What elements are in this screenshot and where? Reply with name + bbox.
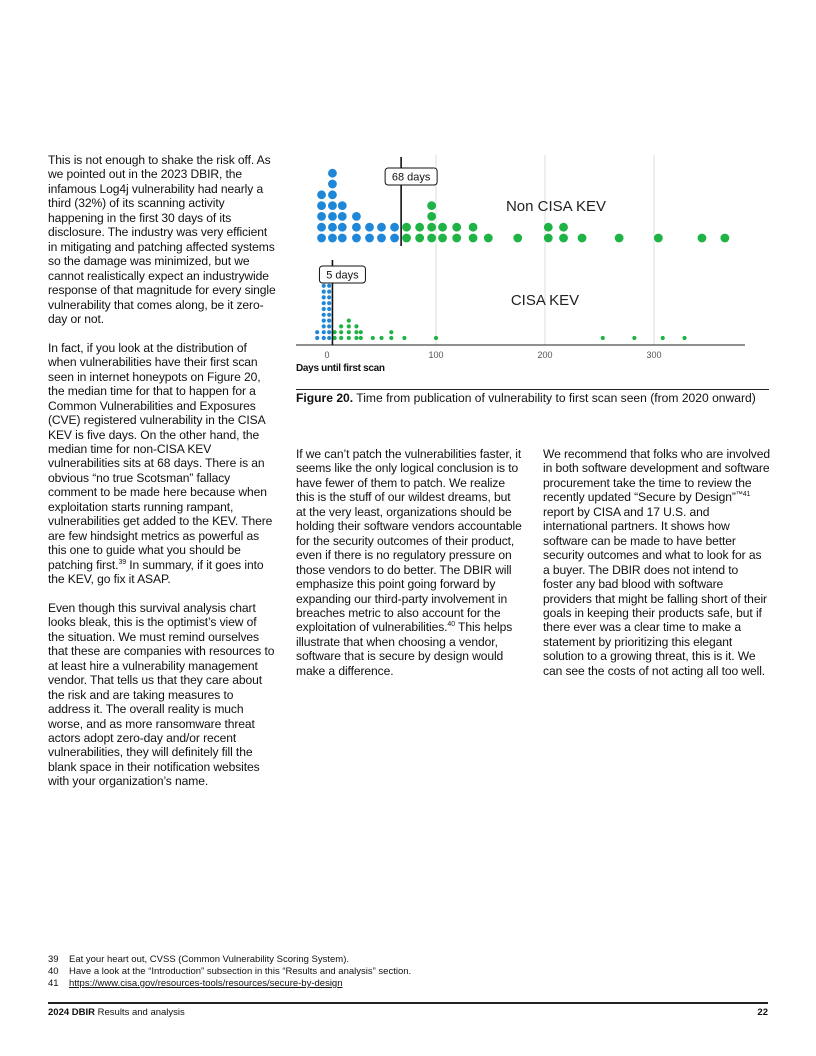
data-point (322, 313, 326, 317)
data-point (377, 223, 386, 232)
data-point (317, 223, 326, 232)
data-point (339, 336, 343, 340)
data-point (322, 330, 326, 334)
data-point (327, 284, 331, 288)
data-point (601, 336, 605, 340)
text: In fact, if you look at the distribution of when vulnerabilities have their first scan seen in internet honeypots on Figure 20, the median time for that to happen for a Common Vulnerabilities and Exposures (CVE) registered vulnerability in the CISA KEV is five days. On the other hand, the median time for non-CISA KEV vulnerabilities sits at 68 days. There is an obvious “no true Scotsman” fallacy comment to be made here because when exploitation starts running rampant, vulnerabilities get added to the KEV. There are few hindsight metrics as powerful as this one to guide what you should be patching first. (48, 340, 273, 572)
text: report by CISA and 17 U.S. and international partners. It shows how software can be made to have better security outcomes and what to look for as a buyer. The DBIR does not intend to foster any bad blood with software providers that might be falling short of their goals in keeping their products safe, but if there ever was a clear time to make a statement by prioritizing this elegant solution to a growing threat, this is it. We can see the costs of not acting all too well. (543, 504, 767, 678)
footnote-link[interactable]: https://www.cisa.gov/resources-tools/resources/secure-by-design (69, 978, 343, 989)
data-point (352, 223, 361, 232)
data-point (559, 234, 568, 243)
data-point (352, 212, 361, 221)
data-point (338, 223, 347, 232)
data-point (379, 336, 383, 340)
data-point (327, 301, 331, 305)
dot-plot-chart (0, 0, 816, 380)
text: If we can’t patch the vulnerabilities faster, it seems like the only logical conclusion is to have fewer of them to patch. We realize this is the stuff of our wildest dreams, but at the very least, organizations should be holding their software vendors accountable for the security outcomes of their product, even if there is no regulatory pressure on those vendors to do better. The DBIR will emphasize this point going forward by expanding our third-party involvement in breaches metric to also account for the exploitation of vulnerabilities. (296, 447, 522, 635)
data-point (327, 290, 331, 294)
data-point (322, 307, 326, 311)
data-point (632, 336, 636, 340)
data-point (347, 336, 351, 340)
data-point (328, 190, 337, 199)
data-point (559, 223, 568, 232)
data-point (327, 319, 331, 323)
data-point (365, 234, 374, 243)
text: We recommend that folks who are involved in both software development and software procurement take the time to review the recently updated “Secure by Design” (543, 447, 771, 505)
panel-label: CISA KEV (510, 292, 580, 309)
footnote-number: 40 (48, 966, 59, 977)
section-name: Results and analysis (95, 1007, 185, 1018)
data-point (427, 223, 436, 232)
footnote (48, 978, 343, 990)
data-point (339, 330, 343, 334)
data-point (322, 295, 326, 299)
data-point (315, 336, 319, 340)
text: This helps illustrate that when choosing a vendor, software that is secure by design would make a difference. (296, 620, 513, 678)
footnote-number: 41 (48, 978, 59, 989)
data-point (452, 223, 461, 232)
data-point (317, 212, 326, 221)
data-point (377, 234, 386, 243)
data-point (578, 234, 587, 243)
data-point (427, 212, 436, 221)
data-point (327, 295, 331, 299)
footnote (48, 966, 411, 978)
figure-caption (296, 391, 766, 405)
footer-title (48, 1007, 185, 1018)
x-tick-label: 300 (646, 350, 662, 360)
data-point (359, 330, 363, 334)
data-point (354, 336, 358, 340)
data-point (469, 234, 478, 243)
data-point (452, 234, 461, 243)
data-point (438, 223, 447, 232)
x-tick-label: 0 (324, 350, 330, 360)
data-point (322, 319, 326, 323)
data-point (328, 212, 337, 221)
data-point (427, 201, 436, 210)
caption-rule (296, 389, 769, 390)
data-point (322, 284, 326, 288)
data-point (327, 307, 331, 311)
data-point (354, 324, 358, 328)
data-point (390, 223, 399, 232)
data-point (359, 336, 363, 340)
data-point (338, 234, 347, 243)
data-point (682, 336, 686, 340)
report-name: 2024 DBIR (48, 1007, 95, 1018)
data-point (317, 201, 326, 210)
data-point (347, 330, 351, 334)
data-point (338, 201, 347, 210)
x-tick-label: 100 (428, 350, 444, 360)
data-point (347, 324, 351, 328)
footnote-text: Have a look at the “Introduction” subsection in this “Results and analysis” section. (69, 966, 412, 977)
data-point (389, 336, 393, 340)
data-point (661, 336, 665, 340)
data-point (322, 301, 326, 305)
data-point (438, 234, 447, 243)
right-column (543, 447, 771, 693)
data-point (317, 190, 326, 199)
data-point (654, 234, 663, 243)
data-point (352, 234, 361, 243)
paragraph: Even though this survival analysis chart looks bleak, this is the optimist’s view of the situation. We must remind ourselves that these are companies with resources to at least hire a vulnerability management vendor. That tells us that they care about the risk and are taking measures to address it. The overall reality is much worse, and as more ransomware threat actors adopt zero-day and/or recent vulnerabilities, they will definitely fill the blank space in their notification websites with your organization’s name. (48, 600, 275, 789)
data-point (371, 336, 375, 340)
data-point (322, 336, 326, 340)
median-label: 5 days (326, 269, 359, 282)
data-point (402, 336, 406, 340)
footnote-ref: 39 (118, 558, 127, 566)
data-point (328, 234, 337, 243)
data-point (415, 234, 424, 243)
data-point (720, 234, 729, 243)
data-point (513, 234, 522, 243)
paragraph (543, 447, 771, 678)
data-point (317, 234, 326, 243)
data-point (322, 324, 326, 328)
data-point (338, 212, 347, 221)
data-point (327, 324, 331, 328)
data-point (434, 336, 438, 340)
paragraph: This is not enough to shake the risk off. As we pointed out in the 2023 DBIR, the infamous Log4j vulnerability had nearly a third (32%) of its scanning activity happening in the first 30 days of its disclosure. The industry was very efficient in mitigating and patching affected systems so the damage was minimized, but we cannot realistically expect an industrywide response of that magnitude for every single vulnerability that comes along, be it zero-day or not. (48, 153, 276, 326)
x-tick-label: 200 (537, 350, 553, 360)
figure-label: Figure 20. (296, 391, 354, 405)
data-point (427, 234, 436, 243)
data-point (339, 324, 343, 328)
data-point (328, 201, 337, 210)
data-point (354, 330, 358, 334)
footnote (48, 954, 349, 966)
data-point (469, 223, 478, 232)
footer-rule (48, 1002, 768, 1004)
data-point (484, 234, 493, 243)
data-point (544, 234, 553, 243)
data-point (402, 223, 411, 232)
middle-column (296, 447, 522, 693)
data-point (365, 223, 374, 232)
data-point (328, 169, 337, 178)
data-point (698, 234, 707, 243)
data-point (328, 180, 337, 189)
data-point (327, 336, 331, 340)
data-point (327, 330, 331, 334)
footnote-ref: ™41 (735, 491, 751, 499)
footnote-text: Eat your heart out, CVSS (Common Vulnerability Scoring System). (69, 954, 350, 965)
median-label: 68 days (391, 171, 431, 184)
data-point (315, 330, 319, 334)
x-axis-label: Days until first scan (296, 363, 385, 374)
panel-label: Non CISA KEV (505, 198, 607, 215)
data-point (544, 223, 553, 232)
footnote-ref: 40 (447, 621, 456, 629)
data-point (328, 223, 337, 232)
data-point (347, 319, 351, 323)
data-point (415, 223, 424, 232)
data-point (402, 234, 411, 243)
text: In summary, if it goes into the KEV, go fix it ASAP. (48, 557, 264, 587)
paragraph (296, 447, 522, 678)
data-point (615, 234, 624, 243)
data-point (390, 234, 399, 243)
caption-text: Time from publication of vulnerability to first scan seen (from 2020 onward) (353, 391, 756, 405)
data-point (322, 290, 326, 294)
data-point (389, 330, 393, 334)
footnote-number: 39 (48, 954, 59, 965)
data-point (327, 313, 331, 317)
page-number: 22 (757, 1007, 768, 1018)
